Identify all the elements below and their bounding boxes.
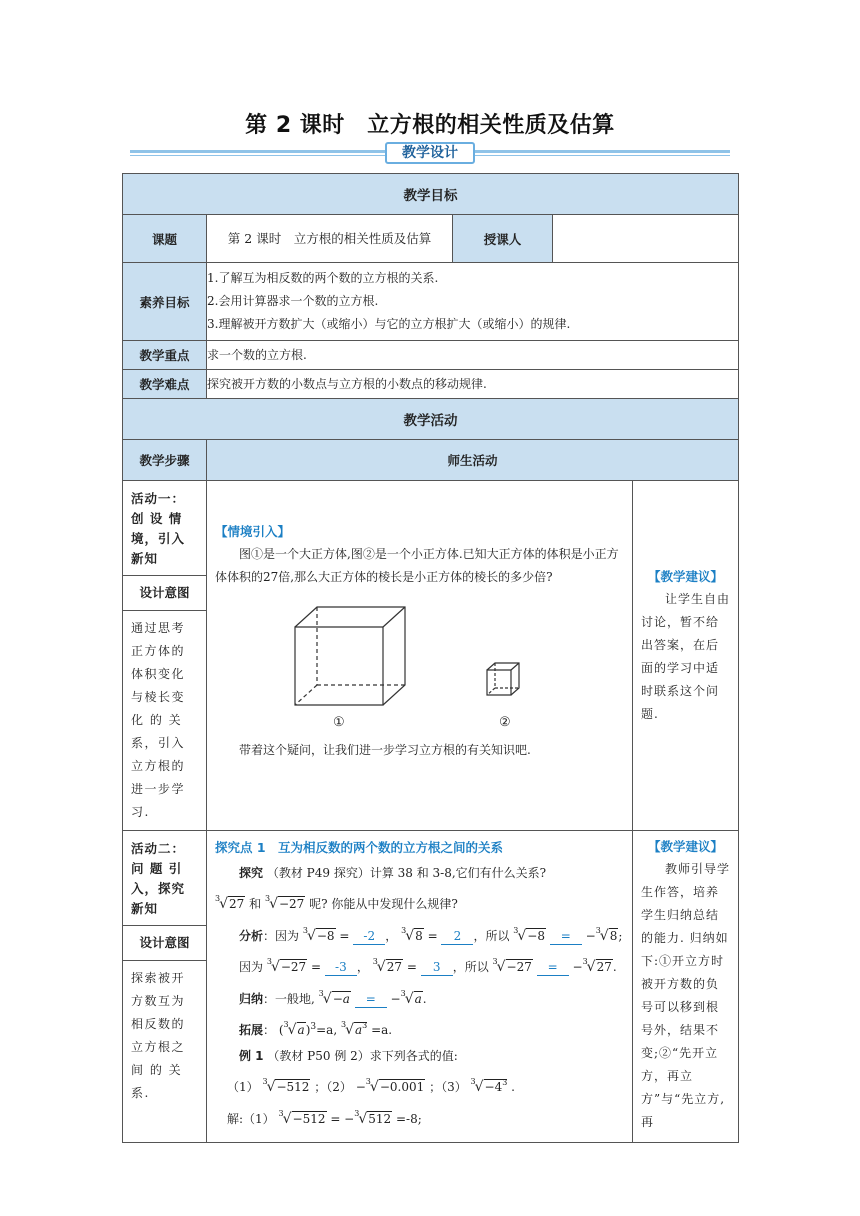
explore-label: 探究 xyxy=(239,865,264,880)
explore-line-2 xyxy=(215,886,624,918)
activity2-suggestion-cell xyxy=(633,831,739,1143)
cube-figures xyxy=(215,595,615,715)
activity1-suggestion xyxy=(633,481,738,734)
cube-root-27: $^3$√27 xyxy=(372,957,402,975)
analysis-label: 分析 xyxy=(239,928,264,943)
literacy-list xyxy=(207,263,739,341)
section-banner xyxy=(130,142,730,166)
so-text: ，所以 xyxy=(452,960,489,974)
teacher-label: 授课人 xyxy=(453,215,553,263)
page-title: 第 2 课时 立方根的相关性质及估算 xyxy=(245,113,615,138)
example-item-marker: （1） xyxy=(227,1080,259,1094)
literacy-item: 1.了解互为相反数的两个数的立方根的关系. xyxy=(207,271,439,285)
difficulty-value: 探究被开方数的小数点与立方根的小数点的移动规律. xyxy=(207,370,739,399)
figure-labels xyxy=(215,715,624,737)
design-intent-label: 设计意图 xyxy=(123,925,206,961)
cube-root-neg27: $^3$√−27 xyxy=(266,957,307,975)
cube-root-neg8: $^3$√−8 xyxy=(513,925,545,944)
situation-title: 【情境引入】 xyxy=(215,524,291,539)
cube-root-8: $^3$√8 xyxy=(401,925,423,944)
cube-root-neg512: $^3$√−512 xyxy=(278,1108,326,1127)
banner-tag: 教学设计 xyxy=(385,142,475,164)
extend-label: 拓展 xyxy=(239,1023,264,1037)
solution-text: 解:（1） xyxy=(227,1111,275,1126)
cube-root-neg0001: $^3$√−0.001 xyxy=(365,1077,425,1095)
solution-end: =-8; xyxy=(396,1111,422,1126)
answer-blank: 3 xyxy=(421,959,453,976)
activity2-suggestion xyxy=(633,831,738,1142)
cube-root-a: $^3$√a xyxy=(283,1020,305,1038)
activity2-intent: 探索被开方数互为相反数的立方根之间 的 关系. xyxy=(131,971,186,1100)
cube-root-neg8: $^3$√−8 xyxy=(302,925,335,944)
figure1-label: ① xyxy=(333,715,345,730)
difficulty-label: 教学难点 xyxy=(123,370,207,399)
explore-question: 呢? 你能从中发现什么规律? xyxy=(309,897,458,911)
extend-line: 拓展： $(^3√a)^3=a$, $^3√a^3 =a$. xyxy=(239,1020,393,1038)
suggestion-title: 【教学建议】 xyxy=(647,569,723,584)
answer-blank: -3 xyxy=(325,959,357,976)
explore-point-title: 探究点 1 互为相反数的两个数的立方根之间的关系 xyxy=(215,840,504,855)
cube-root-27: $^3$√27 xyxy=(215,894,245,912)
example-text: （教材 P50 例 2）求下列各式的值: xyxy=(267,1048,458,1063)
activity1-side xyxy=(123,481,207,831)
objectives-header: 教学目标 xyxy=(123,174,739,215)
answer-blank: 2 xyxy=(441,928,473,945)
cube-root-neg27: $^3$√−27 xyxy=(264,894,305,912)
activity1-content xyxy=(207,481,633,831)
suggestion-title: 【教学建议】 xyxy=(647,839,723,854)
cube-root-512: $^3$√512 xyxy=(354,1108,392,1127)
big-cube-figure xyxy=(295,607,405,705)
explore-and: 和 xyxy=(249,897,262,911)
extend-text: =a, xyxy=(316,1023,338,1037)
example-item-marker: ；（2） xyxy=(314,1080,352,1094)
extend-text: =a. xyxy=(371,1023,393,1037)
situation-closing: 带着这个疑问，让我们进一步学习立方根的有关知识吧. xyxy=(239,743,531,757)
answer-blank: = xyxy=(355,991,387,1008)
example-label: 例 1 xyxy=(239,1048,264,1063)
activities-header: 教学活动 xyxy=(123,399,739,440)
activity1-suggestion-cell xyxy=(633,481,739,831)
figure2-label: ② xyxy=(499,715,511,730)
literacy-item: 3.理解被开方数扩大（或缩小）与它的立方根扩大（或缩小）的规律. xyxy=(207,317,571,331)
cube-root-neg512: $^3$√−512 xyxy=(262,1077,310,1095)
so-text: ，所以 xyxy=(473,928,510,943)
cube-root-27: $^3$√27 xyxy=(582,957,612,975)
suggestion-text: 让学生自由讨论，暂不给出答案，在后面的学习中适时联系这个问题. xyxy=(641,592,731,721)
answer-blank: = xyxy=(537,959,569,976)
activity1-label: 活动一：创 设 情境，引入新知 xyxy=(131,491,186,566)
solution-line: 解:（1） $^3$√−512 = −$^3$√512 =-8; xyxy=(227,1108,422,1127)
cube-root-8: $^3$√8 xyxy=(595,925,618,944)
cube-root-a-cubed: $^3√a^3$ xyxy=(340,1020,368,1038)
cube-root-neg27: $^3$√−27 xyxy=(492,957,532,975)
topic-value: 第 2 课时 立方根的相关性质及估算 xyxy=(207,215,453,263)
explore-text: （教材 P49 探究）计算 38 和 3-8,它们有什么关系? xyxy=(266,865,547,880)
example-item-marker: ；（3） xyxy=(429,1080,467,1094)
because-text: 因为 xyxy=(239,960,264,974)
activity2-side xyxy=(123,831,207,1143)
teacher-student-label: 师生活动 xyxy=(207,440,739,481)
literacy-label: 素养目标 xyxy=(123,263,207,341)
activity2-label: 活动二：问 题 引入，探究新知 xyxy=(131,841,186,916)
analysis-line-2: 因为 $^3$√−27 = -3 ， $^3$√27 = 3 ，所以 $^3$√−27 = −$^3$√27. xyxy=(239,957,617,975)
summary-text: ：一般地, xyxy=(263,991,315,1006)
small-cube-figure xyxy=(487,663,519,695)
example-line xyxy=(215,1044,624,1070)
cube-root-a: $^3$√a xyxy=(400,988,422,1007)
example-item-marker: . xyxy=(511,1080,515,1094)
topic-label: 课题 xyxy=(123,215,207,263)
design-intent-label: 设计意图 xyxy=(123,575,206,611)
example-items: （1） $^3$√−512 ；（2） −$^3$√−0.001 ；（3） $^3√-4^3$ . xyxy=(227,1077,515,1095)
suggestion-text: 教师引导学生作答，培养学生归纳总结的能力. 归纳如下:①开立方时被开方数的负号可以移到根号外，结果不变;②“先开立方，再立方”与“先立方,再 xyxy=(641,862,731,1129)
analysis-because: ：因为 xyxy=(263,928,300,943)
activity1-intent: 通过思考正方体的体积变化与棱长变化 的 关系，引入立方根的进一步学习. xyxy=(131,621,186,819)
key-point-value: 求一个数的立方根. xyxy=(207,341,739,370)
teacher-value xyxy=(553,215,739,263)
answer-blank: = xyxy=(550,928,582,945)
lesson-table xyxy=(122,173,739,1143)
literacy-item: 2.会用计算器求一个数的立方根. xyxy=(207,294,379,308)
explore-line xyxy=(215,861,624,887)
activity2-content xyxy=(207,831,633,1143)
analysis-line-1: 分析：因为 $^3$√−8 = -2 ， $^3$√8 = 2 ，所以 $^3$√−8 = −$^3$√8; xyxy=(239,925,623,944)
key-point-label: 教学重点 xyxy=(123,341,207,370)
summary-label: 归纳 xyxy=(239,991,264,1006)
situation-paragraph: 图①是一个大正方体,图②是一个小正方体.已知大正方体的体积是小正方体体积的27倍,那么大正方体的棱长是小正方体的棱长的多少倍? xyxy=(215,547,619,584)
answer-blank: -2 xyxy=(353,928,385,945)
cube-root-neg4-cubed: $^3√-4^3$ xyxy=(470,1077,508,1095)
cube-root-neg-a: $^3$√−a xyxy=(318,988,350,1007)
steps-label: 教学步骤 xyxy=(123,440,207,481)
summary-line: 归纳：一般地, $^3$√−a = −$^3$√a. xyxy=(239,988,427,1007)
